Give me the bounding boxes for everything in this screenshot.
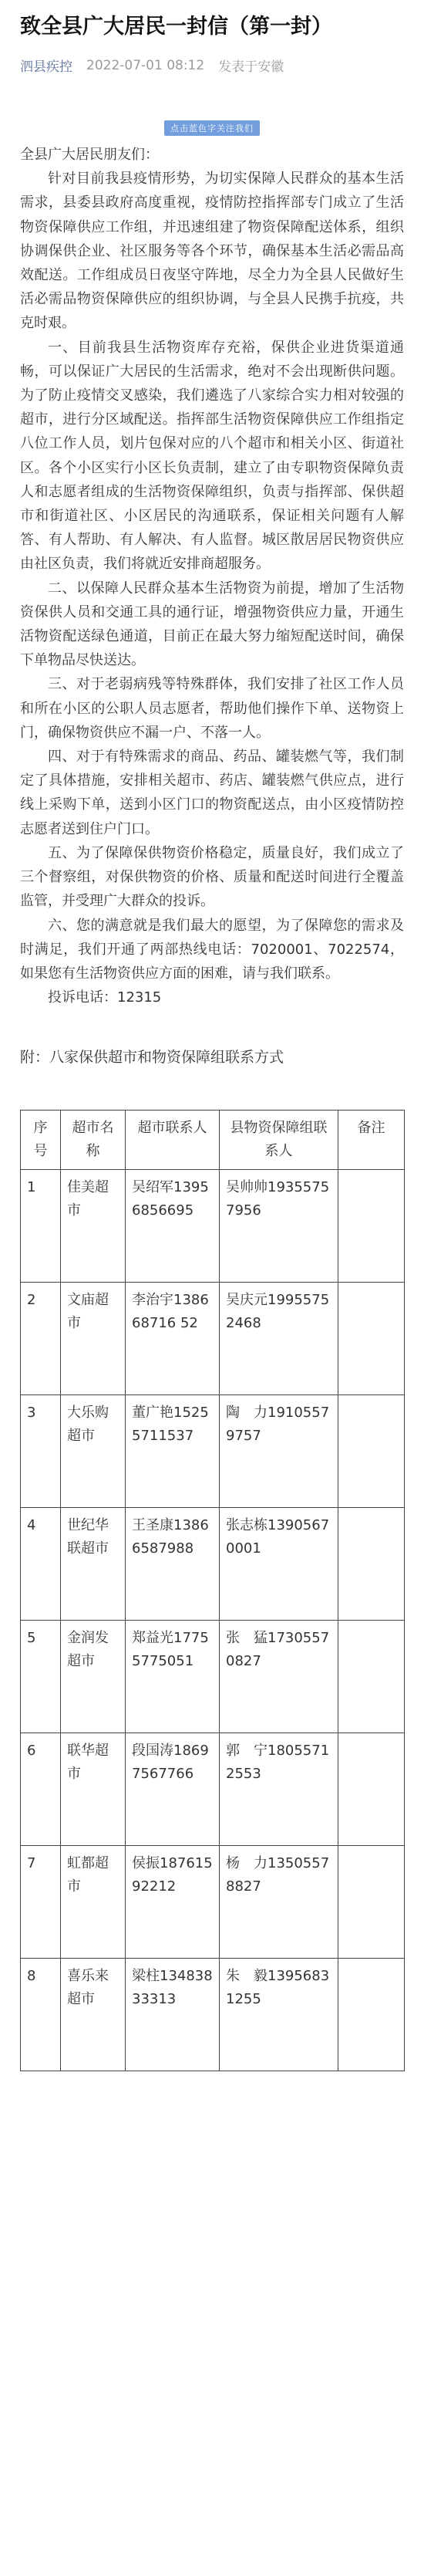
complaint-hotline: 投诉电话：12315 bbox=[48, 989, 162, 1006]
letter-paragraph: 三、对于老弱病残等特殊群体，我们安排了社区工作人员和所在小区的公职人员志愿者，帮助他们操作下单、送物资上门，确保物资供应不漏一户、不落一人。 bbox=[20, 676, 404, 741]
supermarket-name: 金润发超市 bbox=[61, 1621, 126, 1733]
table-row bbox=[21, 1508, 405, 1621]
letter-salutation: 全县广大居民朋友们： bbox=[20, 147, 159, 163]
supermarket-name: 喜乐来超市 bbox=[61, 1959, 126, 2071]
supermarket-name: 联华超市 bbox=[61, 1733, 126, 1846]
letter-paragraph: 二、以保障人民群众基本生活物资为前提，增加了生活物资保供人员和交通工具的通行证，增强物资供应力量，开通生活物资配送绿色通道，目前正在最大努力缩短配送时间，确保下单物品尽快送达。 bbox=[20, 580, 404, 669]
table-row bbox=[21, 1170, 405, 1283]
contacts-table bbox=[20, 1110, 405, 2071]
supermarket-contact: 郑益光17755775051 bbox=[126, 1621, 220, 1733]
row-number: 8 bbox=[21, 1959, 61, 2071]
remark bbox=[338, 1733, 405, 1846]
supermarket-contact: 董广艳15255711537 bbox=[126, 1395, 220, 1508]
article-meta bbox=[20, 56, 404, 75]
county-contact: 陶 力19105579757 bbox=[220, 1395, 338, 1508]
follow-banner-text: 点击蓝色字关注我们 bbox=[164, 120, 260, 136]
supermarket-contact: 王圣康13866587988 bbox=[126, 1508, 220, 1621]
row-number: 4 bbox=[21, 1508, 61, 1621]
remark bbox=[338, 1283, 405, 1395]
table-row bbox=[21, 1959, 405, 2071]
county-contact: 吴庆元19955752468 bbox=[220, 1283, 338, 1395]
remark bbox=[338, 1621, 405, 1733]
column-header: 备注 bbox=[338, 1111, 405, 1170]
table-row bbox=[21, 1283, 405, 1395]
row-number: 6 bbox=[21, 1733, 61, 1846]
supermarket-contact: 侯振18761592212 bbox=[126, 1846, 220, 1959]
supermarket-name: 虹都超市 bbox=[61, 1846, 126, 1959]
follow-banner[interactable] bbox=[154, 120, 270, 137]
appendix-heading: 附：八家保供超市和物资保障组联系方式 bbox=[20, 1049, 284, 1067]
remark bbox=[338, 1170, 405, 1283]
row-number: 3 bbox=[21, 1395, 61, 1508]
county-contact: 张志栋13905670001 bbox=[220, 1508, 338, 1621]
county-contact: 郭 宁18055712553 bbox=[220, 1733, 338, 1846]
table-row bbox=[21, 1846, 405, 1959]
supermarket-contact: 李治宇138668716 52 bbox=[126, 1283, 220, 1395]
supermarket-contact: 吴绍军13956856695 bbox=[126, 1170, 220, 1283]
table-row bbox=[21, 1733, 405, 1846]
supermarket-contact: 梁柱13483833313 bbox=[126, 1959, 220, 2071]
article-title: 致全县广大居民一封信（第一封） bbox=[20, 15, 332, 39]
remark bbox=[338, 1846, 405, 1959]
letter-paragraph: 四、对于有特殊需求的商品、药品、罐装燃气等，我们制定了具体措施，安排相关超市、药店、罐装燃气供应点，进行线上采购下单，送到小区门口的物资配送点，由小区疫情防控志愿者送到住户门口。 bbox=[20, 749, 404, 837]
row-number: 5 bbox=[21, 1621, 61, 1733]
row-number: 1 bbox=[21, 1170, 61, 1283]
row-number: 7 bbox=[21, 1846, 61, 1959]
county-contact: 张 猛17305570827 bbox=[220, 1621, 338, 1733]
table-header-row bbox=[21, 1111, 405, 1170]
column-header: 序号 bbox=[21, 1111, 61, 1170]
table-row bbox=[21, 1395, 405, 1508]
account-name-link[interactable]: 泗县疾控 bbox=[20, 59, 72, 75]
supermarket-name: 佳美超市 bbox=[61, 1170, 126, 1283]
supermarket-name: 大乐购超市 bbox=[61, 1395, 126, 1508]
county-contact: 吴帅帅19355757956 bbox=[220, 1170, 338, 1283]
remark bbox=[338, 1395, 405, 1508]
letter-body bbox=[20, 143, 404, 1009]
publish-datetime: 2022-07-01 08:12 bbox=[86, 57, 205, 73]
column-header: 超市联系人 bbox=[126, 1111, 220, 1170]
remark bbox=[338, 1959, 405, 2071]
column-header: 县物资保障组联系人 bbox=[220, 1111, 338, 1170]
supermarket-name: 文庙超市 bbox=[61, 1283, 126, 1395]
row-number: 2 bbox=[21, 1283, 61, 1395]
supermarket-name: 世纪华联超市 bbox=[61, 1508, 126, 1621]
remark bbox=[338, 1508, 405, 1621]
publish-location: 发表于安徽 bbox=[218, 59, 284, 75]
column-header: 超市名称 bbox=[61, 1111, 126, 1170]
county-contact: 杨 力13505578827 bbox=[220, 1846, 338, 1959]
table-row bbox=[21, 1621, 405, 1733]
letter-paragraph: 六、您的满意就是我们最大的愿望，为了保障您的需求及时满足，我们开通了两部热线电话：7020001、7022574，如果您有生活物资供应方面的困难，请与我们联系。 bbox=[20, 917, 405, 982]
letter-paragraph: 五、为了保障保供物资价格稳定，质量良好，我们成立了三个督察组，对保供物资的价格、质量和配送时间进行全覆盖监管，并受理广大群众的投诉。 bbox=[20, 844, 404, 910]
supermarket-contact: 段国涛18697567766 bbox=[126, 1733, 220, 1846]
county-contact: 朱 毅13956831255 bbox=[220, 1959, 338, 2071]
letter-paragraph: 针对目前我县疫情形势，为切实保障人民群众的基本生活需求，县委县政府高度重视，疫情防控指挥部专门成立了生活物资保障供应工作组，并迅速组建了物资保障配送体系，组织协调保供企业、社区服务等各个环节，确保基本生活必需品高效配送。工作组成员日夜坚守阵地，尽全力为全县人民做好生活必需品物资保障供应的组织协调，与全县人民携手抗疫，共克时艰。 bbox=[20, 171, 404, 332]
letter-paragraph: 一、目前我县生活物资库存充裕，保供企业进货渠道通畅，可以保证广大居民的生活需求，绝对不会出现断供问题。为了防止疫情交叉感染，我们遴选了八家综合实力相对较强的超市，进行分区域配送。指挥部生活物资保障供应工作组指定八位工作人员，划片包保对应的八个超市和相关小区、街道社区。各个小区实行小区长负责制，建立了由专职物资保障负责人和志愿者组成的生活物资保障组织，负责与指挥部、保供超市和街道社区、小区居民的沟通联系，保证相关问题有人解答、有人帮助、有人解决、有人监督。城区散居居民物资供应由社区负责，我们将就近安排商超服务。 bbox=[20, 339, 404, 573]
